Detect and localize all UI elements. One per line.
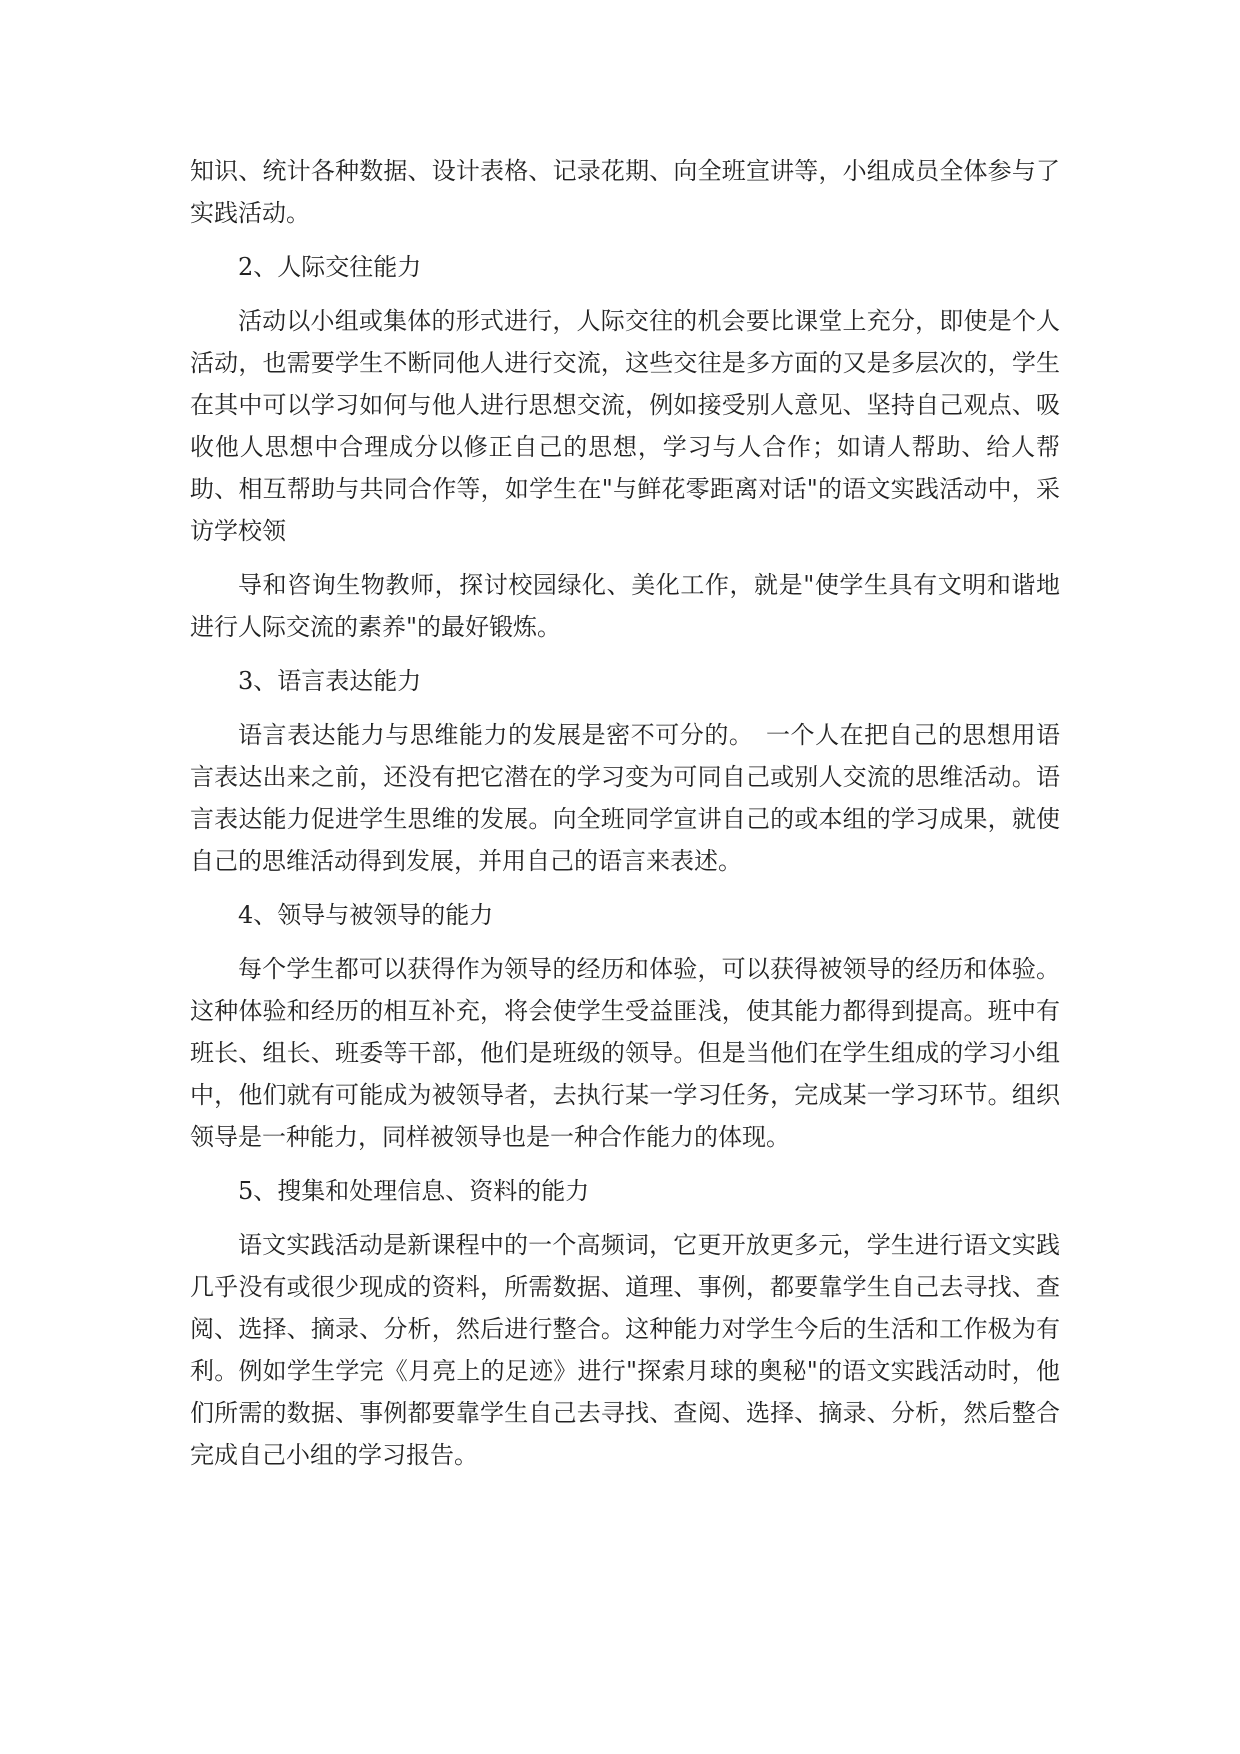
section-heading-leadership: 4、领导与被领导的能力 xyxy=(238,901,494,929)
section-heading-language: 3、语言表达能力 xyxy=(238,667,422,695)
paragraph-information: 语文实践活动是新课程中的一个高频词，它更开放更多元，学生进行语文实践几乎没有或很少现成的资料，所需数据、道理、事例，都要靠学生自己去寻找、查阅、选择、摘录、分析，然后进行整合。这种能力对学生今后的生活和工作极为有利。例如学生学完《月亮上的足迹》进行"探索月球的奥秘"的语文实践活动时，他们所需的数据、事例都要靠学生自己去寻找、查阅、选择、摘录、分析，然后整合完成自己小组的学习报告。 xyxy=(190,1231,1060,1469)
paragraph-leadership: 每个学生都可以获得作为领导的经历和体验，可以获得被领导的经历和体验。 这种体验和经历的相互补充，将会使学生受益匪浅，使其能力都得到提高。班中有班长、组长、班委等干部，他们是班级的领导。但是当他们在学生组成的学习小组中，他们就有可能成为被领导者，去执行某一学习任务，完成某一学习环节。组织领导是一种能力，同样被领导也是一种合作能力的体现。 xyxy=(190,955,1060,1151)
paragraph-language: 语言表达能力与思维能力的发展是密不可分的。 一个人在把自己的思想用语言表达出来之前，还没有把它潜在的学习变为可同自己或别人交流的思维活动。语言表达能力促进学生思维的发展。向全班同学宣讲自己的或本组的学习成果，就使自己的思维活动得到发展，并用自己的语言来表述。 xyxy=(190,721,1060,875)
paragraph-continued: 知识、统计各种数据、设计表格、记录花期、向全班宣讲等，小组成员全体参与了实践活动。 xyxy=(190,157,1060,227)
paragraph-interpersonal-cont: 导和咨询生物教师，探讨校园绿化、美化工作，就是"使学生具有文明和谐地进行人际交流的素养"的最好锻炼。 xyxy=(190,571,1060,641)
section-heading-interpersonal: 2、人际交往能力 xyxy=(238,253,422,281)
paragraph-interpersonal: 活动以小组或集体的形式进行，人际交往的机会要比课堂上充分，即使是个人活动，也需要学生不断同他人进行交流，这些交往是多方面的又是多层次的，学生在其中可以学习如何与他人进行思想交流，例如接受别人意见、坚持自己观点、吸收他人思想中合理成分以修正自己的思想，学习与人合作；如请人帮助、给人帮助、相互帮助与共同合作等，如学生在"与鲜花零距离对话"的语文实践活动中，采访学校领 xyxy=(190,307,1060,545)
document-body xyxy=(190,150,1060,1476)
section-heading-information: 5、搜集和处理信息、资料的能力 xyxy=(238,1177,590,1205)
